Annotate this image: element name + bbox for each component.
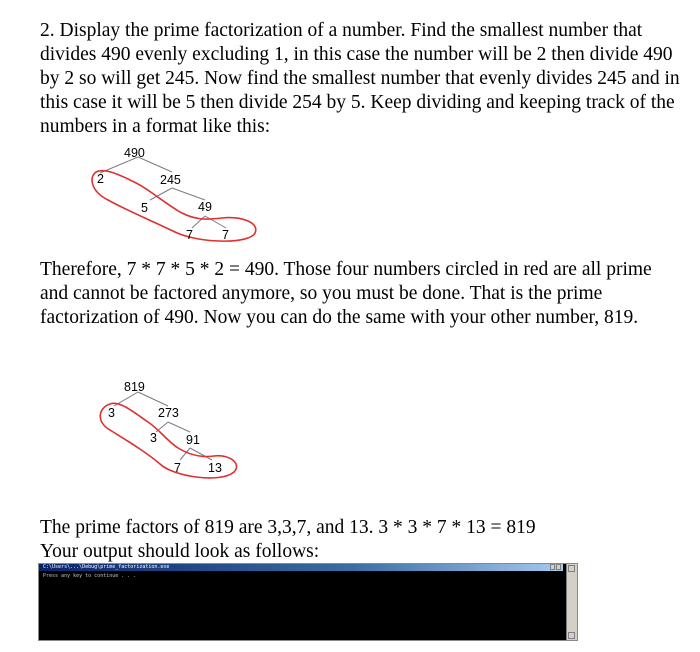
console-title: C:\Users\...\Debug\prime_factorization.exe (43, 564, 170, 570)
factor-tree-490 (0, 140, 300, 250)
factor-tree-819 (0, 372, 300, 492)
tree-490-245: 245 (160, 173, 181, 187)
console-output: Press any key to continue . . . (43, 573, 137, 579)
tree-490-factor-7a: 7 (186, 228, 193, 242)
minimize-button[interactable] (556, 564, 561, 570)
tree-490-root: 490 (124, 146, 145, 160)
tree-819-factor-13: 13 (208, 461, 222, 475)
tree-490-factor-7b: 7 (222, 228, 229, 242)
tree-819-factor-7: 7 (174, 461, 181, 475)
console-scrollbar[interactable] (566, 564, 577, 640)
tree-819-273: 273 (158, 406, 179, 420)
scroll-up-button[interactable] (568, 565, 575, 572)
tree-490-factor-2: 2 (97, 172, 104, 186)
branch-245-to-49 (172, 188, 205, 200)
tree-490-factor-5: 5 (141, 201, 148, 215)
result-paragraph (40, 516, 680, 564)
console-titlebar[interactable] (39, 564, 563, 571)
tree-819-factor-3b: 3 (150, 431, 157, 445)
tree-819-root: 819 (124, 380, 145, 394)
maximize-button[interactable] (550, 564, 555, 570)
branch-819-to-273 (138, 392, 168, 406)
intro-paragraph: 2. Display the prime factorization of a number. Find the smallest number that divides 490 evenly excluding 1, in this case the number will be 2 then divide 490 by 2 so will get 245. Now find the smallest number that evenly divides 245 and in this case it will be 5 then divide 254 by 5. Keep dividing and keeping track of the numbers in a format like this: (40, 20, 680, 137)
tree-819-branches (114, 392, 212, 460)
explanation-paragraph: Therefore, 7 * 7 * 5 * 2 = 490. Those four numbers circled in red are all prime and cannot be factored anymore, so you must be done. That is the prime factorization of 490. Now you can do the same with your other number, 819. (40, 259, 652, 328)
result-line: The prime factors of 819 are 3,3,7, and 13. 3 * 3 * 7 * 13 = 819 (40, 517, 536, 538)
tree-490-branches (100, 157, 226, 228)
console-window (38, 563, 578, 641)
output-intro-line: Your output should look as follows: (40, 541, 320, 562)
tree-490-49: 49 (198, 200, 212, 214)
tree-819-91: 91 (186, 433, 200, 447)
branch-273-to-91 (168, 422, 190, 432)
tree-819-factor-3a: 3 (108, 406, 115, 420)
scroll-down-button[interactable] (568, 632, 575, 639)
